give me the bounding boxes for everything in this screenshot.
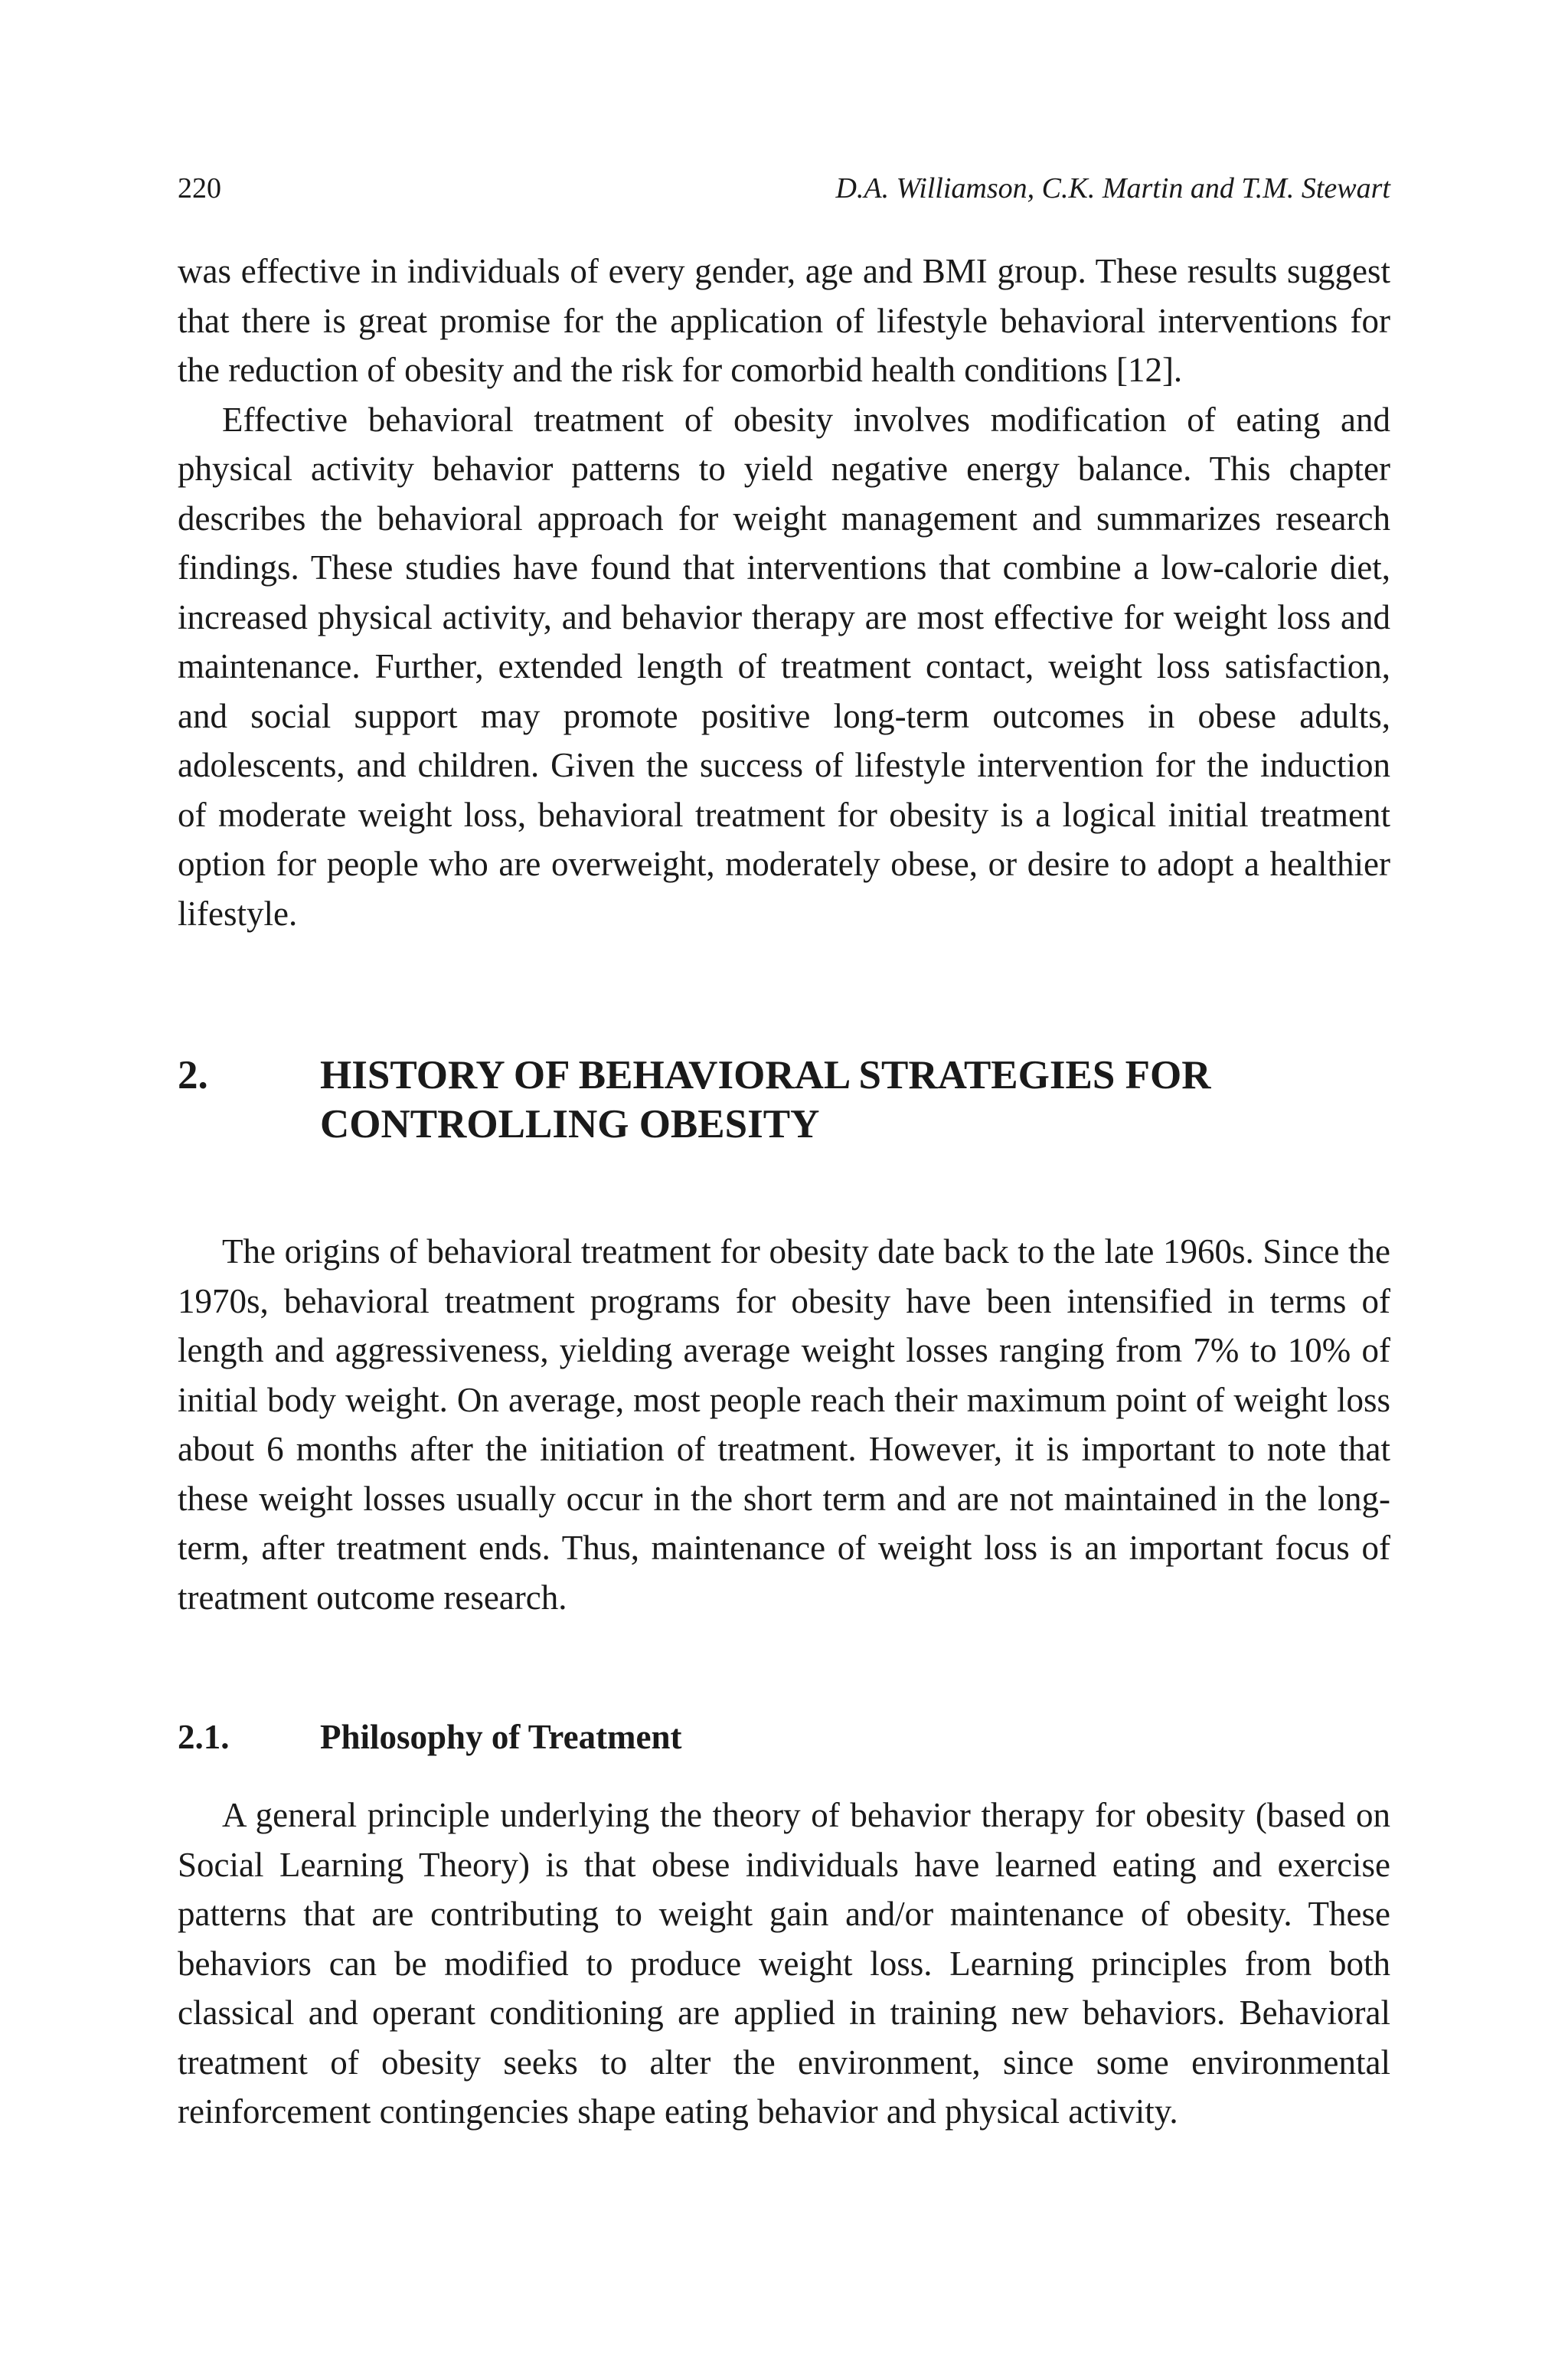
- section-title: HISTORY OF BEHAVIORAL STRATEGIES FOR CONTROLLING OBESITY: [320, 1053, 1211, 1146]
- book-page: [178, 0, 1390, 2368]
- section-2-1-text-block: [178, 1791, 1390, 2137]
- intro-text-block: [178, 247, 1390, 938]
- continued-paragraph: was effective in individuals of every gender, age and BMI group. These results suggest that there is great promise for the application of lifestyle behavioral interventions for the reduction of obesity and the risk for comorbid health conditions [12].: [178, 252, 1390, 389]
- section-number: 2.: [178, 1053, 208, 1097]
- section-2-text-block: [178, 1227, 1390, 1622]
- section-2-paragraph: The origins of behavioral treatment for obesity date back to the late 1960s. Since the 1970s, behavioral treatment programs for obesity have been intensified in terms of length and aggressiveness, yielding average weight losses ranging from 7% to 10% of initial body weight. On average, most people reach their maximum point of weight loss about 6 months after the initiation of treatment. However, it is important to note that these weight losses usually occur in the short term and are not maintained in the long-term, after treatment ends. Thus, maintenance of weight loss is an important focus of treatment outcome research.: [178, 1232, 1390, 1617]
- section-2-1-paragraph: A general principle underlying the theory of behavior therapy for obesity (based on Social Learning Theory) is that obese individuals have learned eating and exercise patterns that are contributing to weight gain and/or maintenance of obesity. These behaviors can be modified to produce weight loss. Learning principles from both classical and operant conditioning are applied in training new behaviors. Behavioral treatment of obesity seeks to alter the environment, since some environmental reinforcement contingencies shape eating behavior and physical activity.: [178, 1796, 1390, 2131]
- page-number: 220: [178, 172, 221, 204]
- intro-paragraph: Effective behavioral treatment of obesity involves modification of eating and physical activity behavior patterns to yield negative energy balance. This chapter describes the behavioral approach for weight management and summarizes research findings. These studies have found that interventions that combine a low-calorie diet, increased physical activity, and behavior therapy are most effective for weight loss and maintenance. Further, extended length of treatment contact, weight loss satisfaction, and social support may promote positive long-term outcomes in obese adults, adolescents, and children. Given the success of lifestyle intervention for the induction of moderate weight loss, behavioral treatment for obesity is a logical initial treatment option for people who are overweight, moderately obese, or desire to adopt a healthier lifestyle.: [178, 400, 1390, 933]
- subsection-title: Philosophy of Treatment: [320, 1718, 682, 1756]
- header-authors: D.A. Williamson, C.K. Martin and T.M. Stewart: [835, 172, 1390, 204]
- running-head: [178, 170, 1390, 207]
- subsection-number: 2.1.: [178, 1718, 230, 1756]
